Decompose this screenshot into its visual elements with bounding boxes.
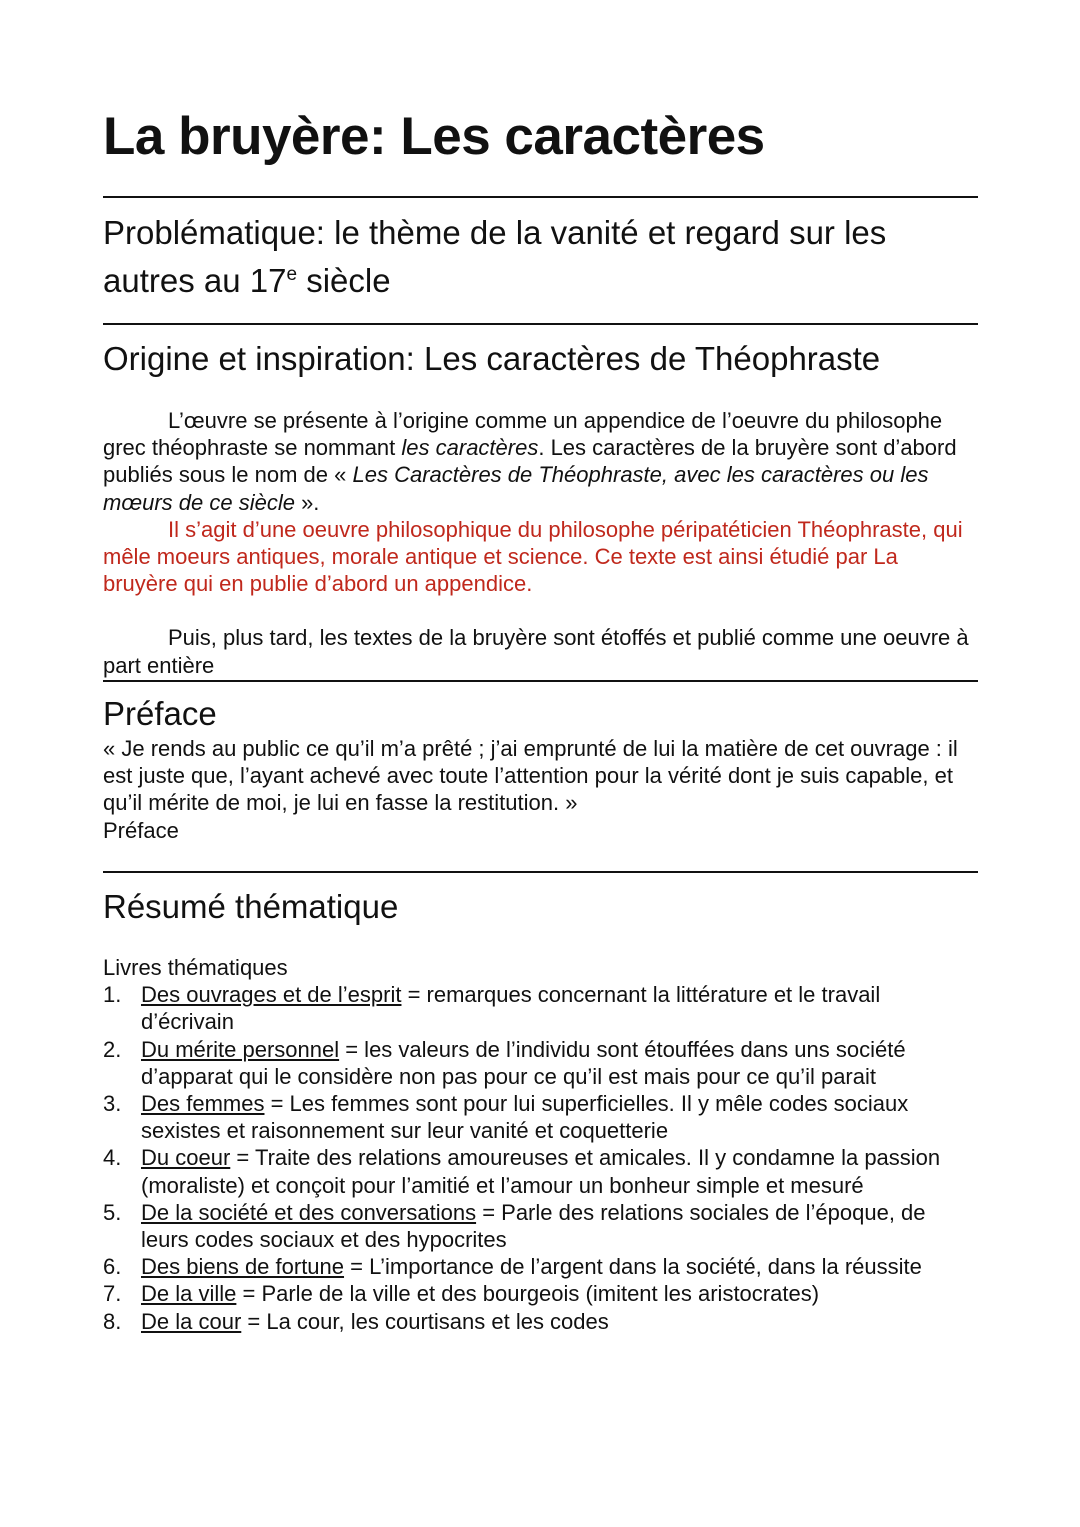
spacer [103, 597, 978, 624]
preface-quote: « Je rends au public ce qu’il m’a prêté ; j’ai emprunté de lui la matière de cet ouvrage : il est juste que, l’ayant achevé avec toute l’attention pour la vérité dont je suis capable, et qu’il mérite de moi, je lui en fasse la restitution. » [103, 736, 958, 816]
resume-body [103, 954, 978, 1335]
resume-heading: Résumé thématique [103, 888, 399, 925]
divider [103, 680, 978, 682]
origine-paragraph-3: Puis, plus tard, les textes de la bruyère sont étoffés et publié comme une oeuvre à part entière [103, 625, 969, 678]
preface-section [103, 693, 978, 844]
themes-list [103, 981, 978, 1335]
document-title-block [103, 107, 978, 167]
origine-paragraph-2: Il s’agit d’une oeuvre philosophique du philosophe péripatéticien Théophraste, qui mêle moeurs antiques, morale antique et science. Ce texte est ainsi étudié par La bruyère qui en publie d’abord un appendice. [103, 516, 963, 597]
divider [103, 196, 978, 198]
list-item: 2. Du mérite personnel = les valeurs de l’individu sont étouffées dans uns société d’apparat qui le considère non pas pour ce qu’il est mais pour ce qu’il parait [103, 1036, 906, 1089]
origine-section [103, 338, 978, 380]
list-item: 3. Des femmes = Les femmes sont pour lui superficielles. Il y mêle codes sociaux sexistes et raisonnement sur leur vanité et coquetterie [103, 1091, 909, 1144]
document-title: La bruyère: Les caractères [103, 107, 765, 166]
preface-source: Préface [103, 817, 179, 843]
problematique-block [103, 212, 978, 302]
list-item: 1. Des ouvrages et de l’esprit = remarques concernant la littérature et le travail d’écrivain [103, 982, 881, 1035]
divider [103, 871, 978, 873]
resume-section [103, 886, 978, 928]
list-item: 5. De la société et des conversations = Parle des relations sociales de l’époque, de leurs codes sociaux et des hypocrites [103, 1199, 926, 1253]
divider [103, 323, 978, 325]
resume-intro: Livres thématiques [103, 955, 288, 980]
list-item: 7. De la ville = Parle de la ville et des bourgeois (imitent les aristocrates) [103, 1281, 820, 1307]
list-item: 8. De la cour = La cour, les courtisans et les codes [103, 1308, 609, 1334]
origine-heading: Origine et inspiration: Les caractères de Théophraste [103, 340, 881, 377]
list-item: 6. Des biens de fortune = L’importance de l’argent dans la société, dans la réussite [103, 1254, 922, 1280]
list-item: 4. Du coeur = Traite des relations amoureuses et amicales. Il y condamne la passion (moraliste) et conçoit pour l’amitié et l’amour un bonheur simple et mesuré [103, 1145, 941, 1198]
problematique-heading: Problématique: le thème de la vanité et regard sur les autres au 17e siècle [103, 214, 887, 299]
origine-paragraph-1: L’œuvre se présente à l’origine comme un appendice de l’oeuvre du philosophe grec théophraste se nommant les caractères. Les caractères de la bruyère sont d’abord publiés sous le nom de « Les Caractères de Théophraste, avec les caractères ou les mœurs de ce siècle ». [103, 408, 957, 515]
preface-heading: Préface [103, 695, 217, 732]
origine-body [103, 407, 978, 679]
